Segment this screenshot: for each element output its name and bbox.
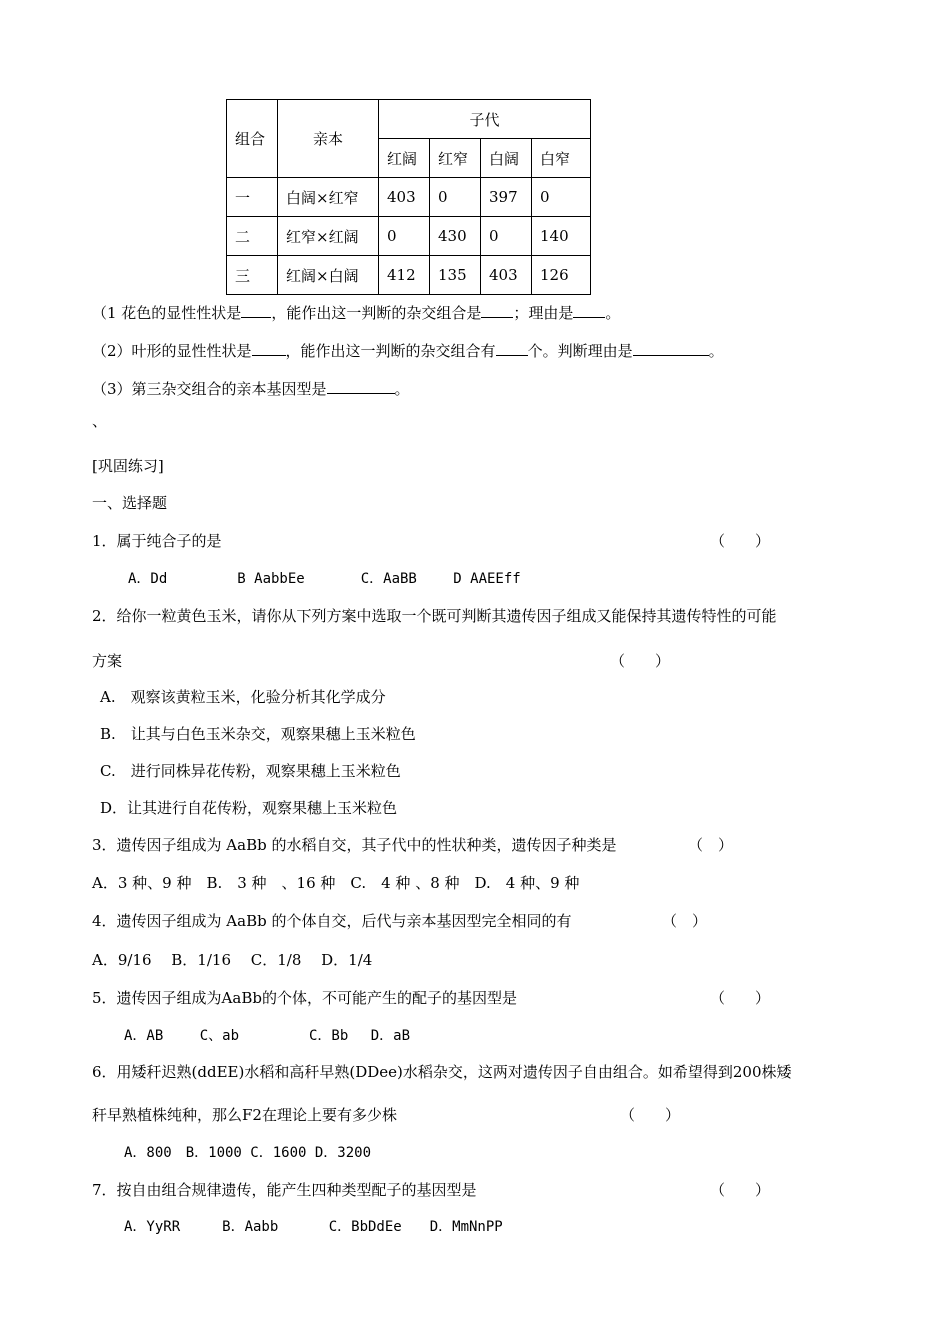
answer-blank[interactable] [327,379,395,394]
header-offspring-col: 红窄 [430,139,481,178]
cell-value: 0 [532,178,591,217]
option: C. 进行同株异花传粉，观察果穗上玉米粒色 [100,762,401,780]
question-text: 3．遗传因子组成为 AaBb 的水稻自交，其子代中的性状种类，遗传因子种类是 [92,836,617,854]
question-text: 秆早熟植株纯种，那么F2在理论上要有多少株 [92,1106,397,1124]
question-text: 4．遗传因子组成为 AaBb 的个体自交，后代与亲本基因型完全相同的有 [92,912,572,930]
answer-blank[interactable] [241,303,271,318]
answer-blank[interactable] [573,303,605,318]
cell-value: 403 [481,256,532,295]
option: D．让其进行自花传粉，观察果穗上玉米粒色 [100,799,398,817]
header-offspring-col: 红阔 [379,139,430,178]
options: A．YyRR B．Aabb C．BbDdEe D．MmNnPP [124,1219,503,1235]
question-text: 方案 [92,652,123,670]
cell-value: 135 [430,256,481,295]
cell-parent: 白阔×红窄 [278,178,379,217]
answer-paren: （ ） [620,1106,681,1124]
cell-value: 140 [532,217,591,256]
cell-value: 403 [379,178,430,217]
cell-group: 二 [227,217,278,256]
cell-value: 0 [481,217,532,256]
answer-paren: （ ） [688,836,734,854]
cell-value: 430 [430,217,481,256]
cell-group: 三 [227,256,278,295]
header-offspring-col: 白窄 [532,139,591,178]
question-1: （1 花色的显性性状是 ，能作出这一判断的杂交组合是 ；理由是 。 [92,304,621,322]
option: B. 让其与白色玉米杂交，观察果穗上玉米粒色 [100,725,416,743]
cell-value: 412 [379,256,430,295]
offspring-table [226,99,591,295]
options: A．Dd B AabbEe C．AaBB D AAEEff [128,571,521,587]
options: A．AB C、ab C．Bb D．aB [124,1028,411,1044]
header-parent: 亲本 [278,100,379,178]
question-text: 7．按自由组合规律遗传，能产生四种类型配子的基因型是 [92,1181,477,1199]
table-row [227,256,591,295]
options: A．9/16 B．1/16 C．1/8 D．1/4 [92,951,373,969]
section-heading: 一、选择题 [92,494,168,512]
answer-paren: （ ） [710,1181,771,1199]
question-text: 2．给你一粒黄色玉米，请你从下列方案中选取一个既可判断其遗传因子组成又能保持其遗传特性的可能 [92,607,777,625]
answer-paren: （ ） [610,652,671,670]
question-text: 5．遗传因子组成为AaBb的个体，不可能产生的配子的基因型是 [92,989,517,1007]
options: A．800 B．1000 C．1600 D．3200 [124,1145,372,1161]
answer-blank[interactable] [481,303,513,318]
cell-parent: 红窄×红阔 [278,217,379,256]
practice-heading: [巩固练习] [92,457,164,475]
stray-mark: 、 [92,412,108,430]
answer-blank[interactable] [496,341,528,356]
header-group: 组合 [227,100,278,178]
cell-value: 0 [379,217,430,256]
option: A. 观察该黄粒玉米，化验分析其化学成分 [100,688,386,706]
question-2: （2）叶形的显性性状是 ，能作出这一判断的杂交组合有 个。判断理由是 。 [92,342,724,360]
cell-group: 一 [227,178,278,217]
question-text: 6．用矮秆迟熟(ddEE)水稻和高秆早熟(DDee)水稻杂交，这两对遗传因子自由组合。如希望得到200株矮 [92,1063,792,1081]
question-3: （3）第三杂交组合的亲本基因型是 。 [92,380,410,398]
header-offspring: 子代 [379,100,591,139]
answer-blank[interactable] [633,341,709,356]
answer-blank[interactable] [252,341,286,356]
table-row [227,178,591,217]
answer-paren: （ ） [710,989,771,1007]
table-row [227,217,591,256]
answer-paren: （ ） [662,912,708,930]
question-text: 1．属于纯合子的是 [92,532,222,550]
cell-value: 397 [481,178,532,217]
options: A．3 种、9 种 B. 3 种 、16 种 C. 4 种 、8 种 D. 4 种、9 种 [92,874,580,892]
answer-paren: （ ） [710,532,771,550]
cell-parent: 红阔×白阔 [278,256,379,295]
cell-value: 0 [430,178,481,217]
header-offspring-col: 白阔 [481,139,532,178]
cell-value: 126 [532,256,591,295]
